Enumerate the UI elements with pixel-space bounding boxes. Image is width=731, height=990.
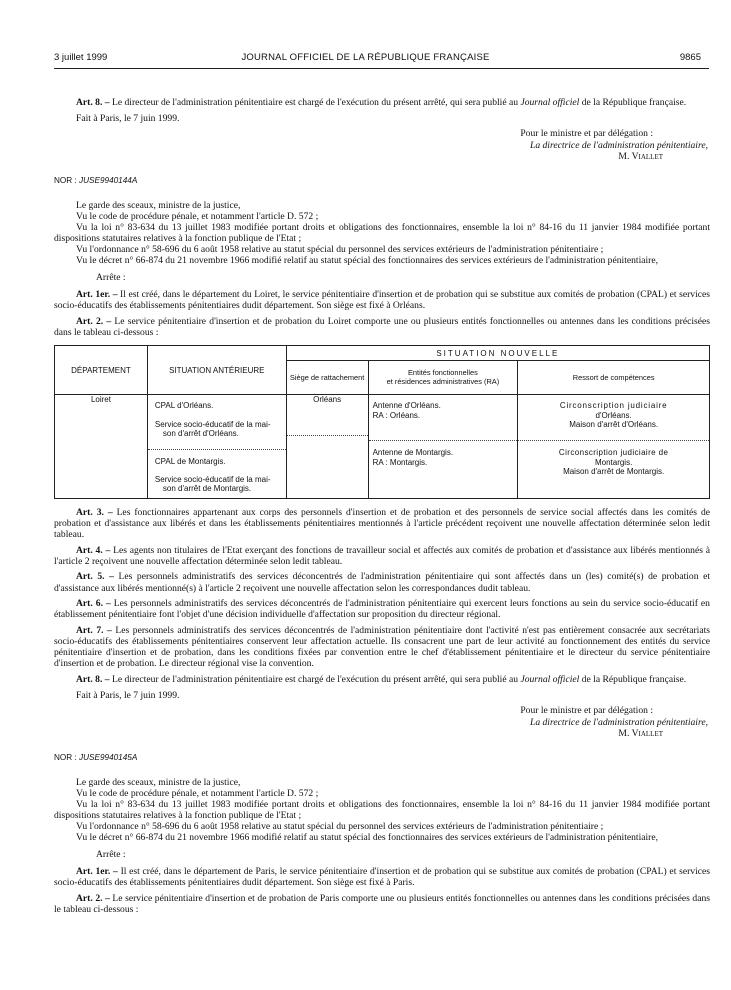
article-label: Art. 6. – bbox=[76, 598, 111, 610]
col-header-ressort: Ressort de compétences bbox=[518, 361, 710, 395]
decree1-article-2 bbox=[54, 316, 710, 338]
decree2-visa: Vu le code de procédure pénale, et notamment l'article D. 572 ; bbox=[76, 787, 319, 799]
cell-line: Antenne de Montargis. bbox=[372, 448, 454, 458]
article-text: Il est créé, dans le département du Loiret, le service pénitentiaire d'insertion et de probation qui se substitue aux comités de probation (CPAL) et services socio-éducatifs des établissements pénitentiaires dudit département. Son siège est fixé à Orléans. bbox=[54, 289, 710, 312]
header-rule bbox=[54, 68, 709, 69]
article-text: Les personnels administratifs des services déconcentrés de l'administration pénitentiaire qui exercent leurs fonctions au sein du service socio-éducatif en établissement pénitentiaire font l'objet d'une décision individuelle d'affectation sur proposition du directeur régional. bbox=[54, 598, 710, 621]
decree2-nor bbox=[54, 752, 710, 763]
cell-line: RA : Montargis. bbox=[372, 457, 428, 467]
ressort-group bbox=[518, 395, 709, 438]
header-date: 3 juillet 1999 bbox=[54, 52, 108, 63]
cell-line: Circonscription judiciaire bbox=[559, 401, 668, 411]
signature-name: M. Viallet bbox=[618, 151, 663, 163]
article-text: Les personnels administratifs des services déconcentrés de l'administration pénitentiaire qui sont affectés dans un (les) comité(s) de probation et d'assistance aux libérés mentionné(s) à l'article 2 reçoivent une nouvelle affectation selon les correspondances dudit tableau. bbox=[54, 571, 710, 594]
nor-prefix: NOR : bbox=[54, 175, 80, 185]
article-label: Art. 8. – bbox=[76, 97, 110, 108]
article-text: Le directeur de l'administration pénitentiaire est chargé de l'exécution du présent arrêté, qui sera publié au bbox=[109, 97, 521, 108]
col-header-entites bbox=[368, 361, 518, 395]
decree2-visa: Vu l'ordonnance n° 58-696 du 6 août 1958 relative au statut spécial du personnel des services extérieurs de l'administration pénitentiaire ; bbox=[76, 821, 604, 832]
article-italic: Journal officiel bbox=[520, 97, 580, 108]
signature-line-2: La directrice de l'administration pénitentiaire, bbox=[529, 139, 708, 151]
cell-line: Maison d'arrêt de Montargis. bbox=[563, 467, 665, 477]
cell-line: RA : Orléans. bbox=[372, 410, 421, 420]
nor-code: JUSE9940145A bbox=[79, 752, 138, 762]
decree2-visa: Le garde des sceaux, ministre de la justice, bbox=[76, 776, 241, 788]
affectation-table bbox=[54, 345, 710, 498]
entites-group bbox=[369, 395, 518, 438]
article-label: Art. 1er. – bbox=[76, 866, 118, 878]
article-text-end: de la République française. bbox=[579, 673, 687, 685]
article-label: Art. 7. – bbox=[76, 624, 112, 636]
nor-prefix: NOR : bbox=[54, 752, 80, 762]
situation-group bbox=[148, 449, 286, 498]
decree2-visa: Vu la loi n° 83-634 du 13 juillet 1983 modifiée portant droits et obligations des fonctionnaires, ensemble la loi n° 84-16 du 11 janvier 1984 modifiée portant dispositions statutaires relatives à la fonction publique de l'Etat ; bbox=[54, 798, 710, 821]
article-text: Les agents non titulaires de l'Etat exerçant des fonctions de travailleur social et affectés aux comités de probation et d'assistance aux libérés mentionnés à l'article 2 reçoivent une nouvelle affectation déterminée selon ledit tableau. bbox=[54, 544, 710, 567]
col-header-situation-nouvelle: SITUATION NOUVELLE bbox=[286, 346, 709, 361]
cell-line: d'Orléans. bbox=[595, 410, 632, 420]
block1-fait: Fait à Paris, le 7 juin 1999. bbox=[76, 112, 180, 124]
decree1-arrete: Arrête : bbox=[96, 272, 126, 284]
situation-group bbox=[148, 395, 286, 442]
article-label: Art. 2. – bbox=[76, 893, 110, 905]
signature-line-1: Pour le ministre et par délégation : bbox=[520, 128, 653, 140]
cell-line: Maison d'arrêt d'Orléans. bbox=[569, 420, 659, 430]
page-header bbox=[0, 52, 731, 68]
signature-line-1: Pour le ministre et par délégation : bbox=[520, 705, 653, 717]
cell-ressort bbox=[518, 395, 710, 498]
decree1-visa: Vu le code de procédure pénale, et notamment l'article D. 572 ; bbox=[76, 210, 319, 222]
article-text: Il est créé, dans le département de Paris, le service pénitentiaire d'insertion et de probation qui se substitue aux comités de probation (CPAL) et services socio-éducatifs des établissements pénitentiaires dudit département. Son siège est fixé à Paris. bbox=[54, 866, 710, 889]
cell-line: Montargis. bbox=[594, 457, 633, 467]
article-label: Art. 5. – bbox=[76, 571, 114, 583]
decree1-article-8 bbox=[54, 674, 710, 685]
table-row bbox=[55, 395, 710, 498]
col-header-entites-line-2: et résidences administratives (RA) bbox=[386, 376, 500, 386]
cell-departement: Loiret bbox=[55, 395, 148, 498]
article-text: Le service pénitentiaire d'insertion et de probation de Paris comporte une ou plusieurs entités fonctionnelles ou antennes dans les conditions précisées dans le tableau ci-dessous : bbox=[54, 893, 710, 916]
article-label: Art. 3. – bbox=[76, 506, 113, 518]
decree2-visa: Vu le décret n° 66-874 du 21 novembre 1966 modifié relatif au statut spécial des fonctionnaires des services extérieurs de l'administration pénitentiaire, bbox=[76, 832, 659, 844]
decree1-visa: Vu l'ordonnance n° 58-696 du 6 août 1958 relative au statut spécial du personnel des services extérieurs de l'administration pénitentiaire ; bbox=[76, 244, 604, 256]
decree2-article-2 bbox=[54, 893, 710, 915]
decree1-visa: Vu le décret n° 66-874 du 21 novembre 1966 modifié relatif au statut spécial des fonctionnaires des services extérieurs de l'administration pénitentiaire, bbox=[76, 255, 659, 267]
article-text: Le directeur de l'administration pénitentiaire est chargé de l'exécution du présent arrêté, qui sera publié au bbox=[109, 673, 521, 685]
col-header-departement: DÉPARTEMENT bbox=[55, 346, 148, 395]
decree1-signature bbox=[54, 705, 710, 739]
cell-line: Antenne d'Orléans. bbox=[372, 401, 441, 411]
article-text-end: de la République française. bbox=[579, 97, 687, 108]
cell-situation-anterieure bbox=[147, 395, 286, 498]
article-label: Art. 2. – bbox=[76, 316, 112, 328]
entites-group bbox=[369, 440, 518, 471]
decree1-article-3 bbox=[54, 507, 710, 540]
cell-line: CPAL de Montargis. bbox=[154, 456, 226, 466]
article-text: Les fonctionnaires appartenant aux corps des personnels d'insertion et de probation et des personnels de service social affectés dans les comités de probation et d'assistance aux libérés et dans les établissements pénitentiaires mentionnés à l'article précédent reçoivent une nouvelle affectation déterminée selon ledit tableau. bbox=[54, 506, 710, 540]
cell-line: son d'arrêt d'Orléans. bbox=[162, 429, 239, 439]
cell-line: Circonscription judiciaire de bbox=[558, 448, 669, 458]
article-label: Art. 1er. – bbox=[76, 289, 118, 301]
decree1-article-1 bbox=[54, 289, 710, 311]
article-label: Art. 4. – bbox=[76, 544, 111, 556]
article-italic: Journal officiel bbox=[520, 673, 580, 685]
cell-siege bbox=[286, 395, 368, 498]
decree1-article-7 bbox=[54, 625, 710, 669]
ressort-group bbox=[518, 440, 709, 486]
cell-line: son d'arrêt de Montargis. bbox=[162, 484, 252, 494]
article-text: Le service pénitentiaire d'insertion et de probation du Loiret comporte une ou plusieurs entités fonctionnelles ou antennes dans les conditions précisées dans le tableau ci-dessous : bbox=[54, 316, 710, 339]
header-journal-title: JOURNAL OFFICIEL DE LA RÉPUBLIQUE FRANÇAISE bbox=[241, 52, 490, 63]
cell-line: Service socio-éducatif de la mai- bbox=[154, 419, 271, 429]
decree2-arrete: Arrête : bbox=[96, 849, 126, 861]
col-header-entites-line-1: Entités fonctionnelles bbox=[408, 368, 478, 378]
decree1-nor bbox=[54, 175, 710, 186]
cell-line: Service socio-éducatif de la mai- bbox=[154, 474, 271, 484]
article-label: Art. 8. – bbox=[76, 673, 110, 685]
nor-code: JUSE9940144A bbox=[79, 175, 138, 185]
decree2-article-1 bbox=[54, 866, 710, 888]
col-header-siege: Siège de rattachement bbox=[286, 361, 368, 395]
header-page-number: 9865 bbox=[679, 52, 701, 63]
decree1-visa: Le garde des sceaux, ministre de la justice, bbox=[76, 199, 241, 211]
signature-line-2: La directrice de l'administration pénitentiaire, bbox=[529, 716, 708, 728]
cell-line: Orléans bbox=[313, 395, 342, 405]
signature-name: M. Viallet bbox=[618, 728, 663, 740]
cell-entites bbox=[368, 395, 518, 498]
col-header-situation-anterieure: SITUATION ANTÉRIEURE bbox=[147, 346, 286, 395]
decree1-fait: Fait à Paris, le 7 juin 1999. bbox=[76, 689, 180, 701]
page-body bbox=[54, 97, 710, 920]
block1-article-8 bbox=[54, 97, 710, 108]
decree1-article-4 bbox=[54, 545, 710, 567]
decree1-article-5 bbox=[54, 571, 710, 593]
block1-signature bbox=[54, 128, 710, 162]
article-text: Les personnels administratifs des services déconcentrés de l'administration pénitentiaire dont l'activité n'est pas entièrement consacrée aux secrétariats socio-éducatifs des établissements pénitentiaires conservent leur affectation actuelle. Ils consacrent une part de leur activité au fonctionnement des entités du service pénitentiaire d'insertion et de probation, dans les conditions fixées par convention entre le chef d'établissement pénitentiaire et le directeur du service pénitentiaire d'insertion et de probation. Le directeur régional vise la convention. bbox=[54, 624, 710, 670]
decree1-visa: Vu la loi n° 83-634 du 13 juillet 1983 modifiée portant droits et obligations des fonctionnaires, ensemble la loi n° 84-16 du 11 janvier 1984 modifiée portant dispositions statutaires relatives à la fonction publique de l'Etat ; bbox=[54, 221, 710, 244]
decree1-article-6 bbox=[54, 598, 710, 620]
cell-line: CPAL d'Orléans. bbox=[154, 401, 214, 411]
dotted-separator bbox=[287, 435, 368, 436]
